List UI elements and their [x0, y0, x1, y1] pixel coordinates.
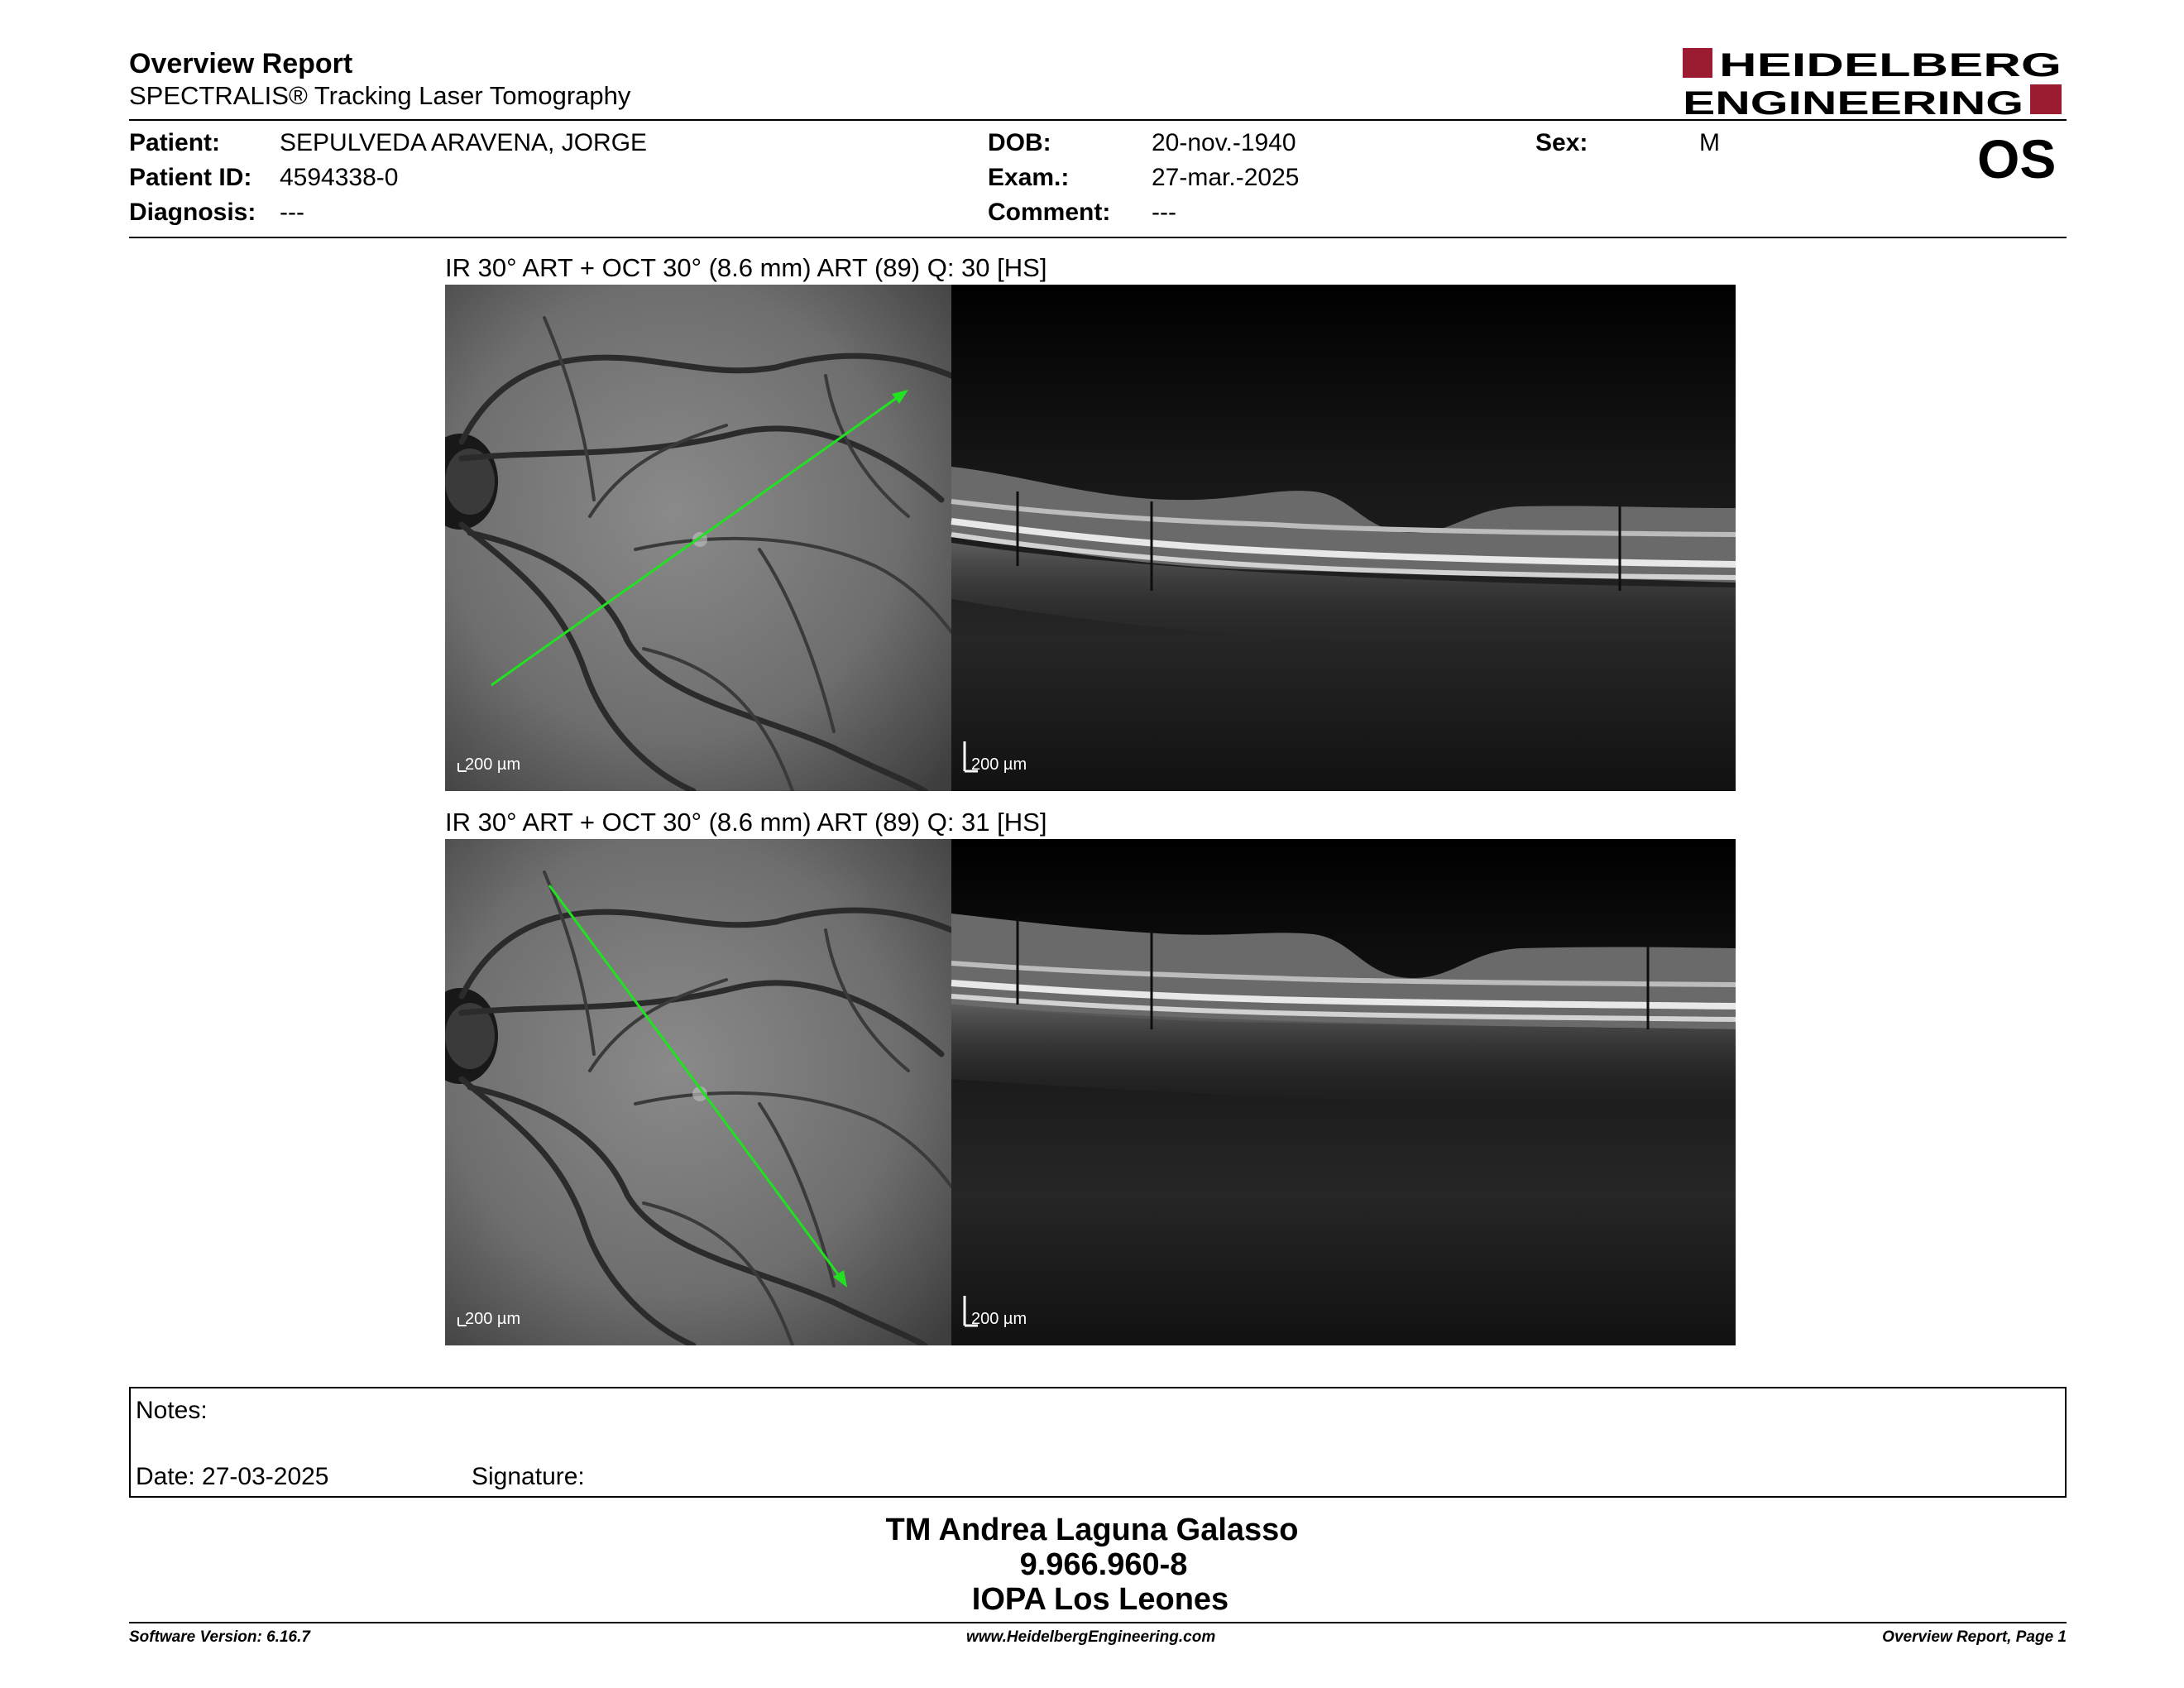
scan-2-title: IR 30° ART + OCT 30° (8.6 mm) ART (89) Q: 31 [HS]: [445, 808, 1047, 837]
scan-1-ir-scale: 200 µm: [465, 755, 521, 774]
signer-institution: IOPA Los Leones: [971, 1582, 1229, 1617]
scan-2-panel: [445, 839, 1736, 1345]
signer-name: TM Andrea Laguna Galasso: [885, 1513, 1299, 1547]
report-title: Overview Report: [129, 48, 353, 79]
page-number: Overview Report, Page 1: [1882, 1628, 2067, 1646]
notes-label: Notes:: [136, 1397, 208, 1424]
exam-date: 27-mar.-2025: [1152, 164, 1300, 191]
dob-label: DOB:: [988, 129, 1051, 156]
ir-fundus-image-1: [445, 285, 951, 791]
scan-1-panel: [445, 285, 1736, 791]
patient-id-label: Patient ID:: [129, 164, 252, 191]
comment-value: ---: [1152, 199, 1176, 226]
sex-label: Sex:: [1535, 129, 1588, 156]
report-subtitle: SPECTRALIS® Tracking Laser Tomography: [129, 81, 631, 110]
svg-text:HEIDELBERG: HEIDELBERG: [1719, 47, 2062, 84]
patient-name-label: Patient:: [129, 129, 221, 156]
date-field: Date: 27-03-2025: [136, 1463, 329, 1490]
dob-value: 20-nov.-1940: [1152, 129, 1296, 156]
diagnosis-value: ---: [280, 199, 304, 226]
diagnosis-label: Diagnosis:: [129, 199, 256, 226]
oct-bscan-image-2: [951, 839, 1736, 1345]
oct-bscan-image-1: [951, 285, 1736, 791]
patient-id: 4594338-0: [280, 164, 399, 191]
scan-1-title: IR 30° ART + OCT 30° (8.6 mm) ART (89) Q: 30 [HS]: [445, 253, 1047, 282]
signature-label: Signature:: [472, 1463, 585, 1490]
ir-fundus-image-2: [445, 839, 951, 1345]
comment-label: Comment:: [988, 199, 1111, 226]
scan-1-oct-scale: 200 µm: [971, 755, 1027, 774]
website-link[interactable]: www.HeidelbergEngineering.com: [966, 1628, 1216, 1646]
svg-text:ENGINEERING: ENGINEERING: [1683, 85, 2024, 117]
patient-divider: [129, 237, 2067, 238]
scan-2-oct-scale: 200 µm: [971, 1310, 1027, 1328]
software-version: Software Version: 6.16.7: [129, 1628, 310, 1646]
notes-box: [129, 1387, 2067, 1498]
exam-label: Exam.:: [988, 164, 1070, 191]
header-divider: [129, 119, 2067, 121]
sex-value: M: [1699, 129, 1720, 156]
footer-divider: [129, 1622, 2067, 1623]
eye-laterality: OS: [1977, 128, 2057, 189]
scan-2-ir-scale: 200 µm: [465, 1310, 521, 1328]
patient-name: SEPULVEDA ARAVENA, JORGE: [280, 129, 648, 156]
signer-id: 9.966.960-8: [1019, 1547, 1188, 1582]
heidelberg-engineering-logo: [1683, 45, 2065, 117]
